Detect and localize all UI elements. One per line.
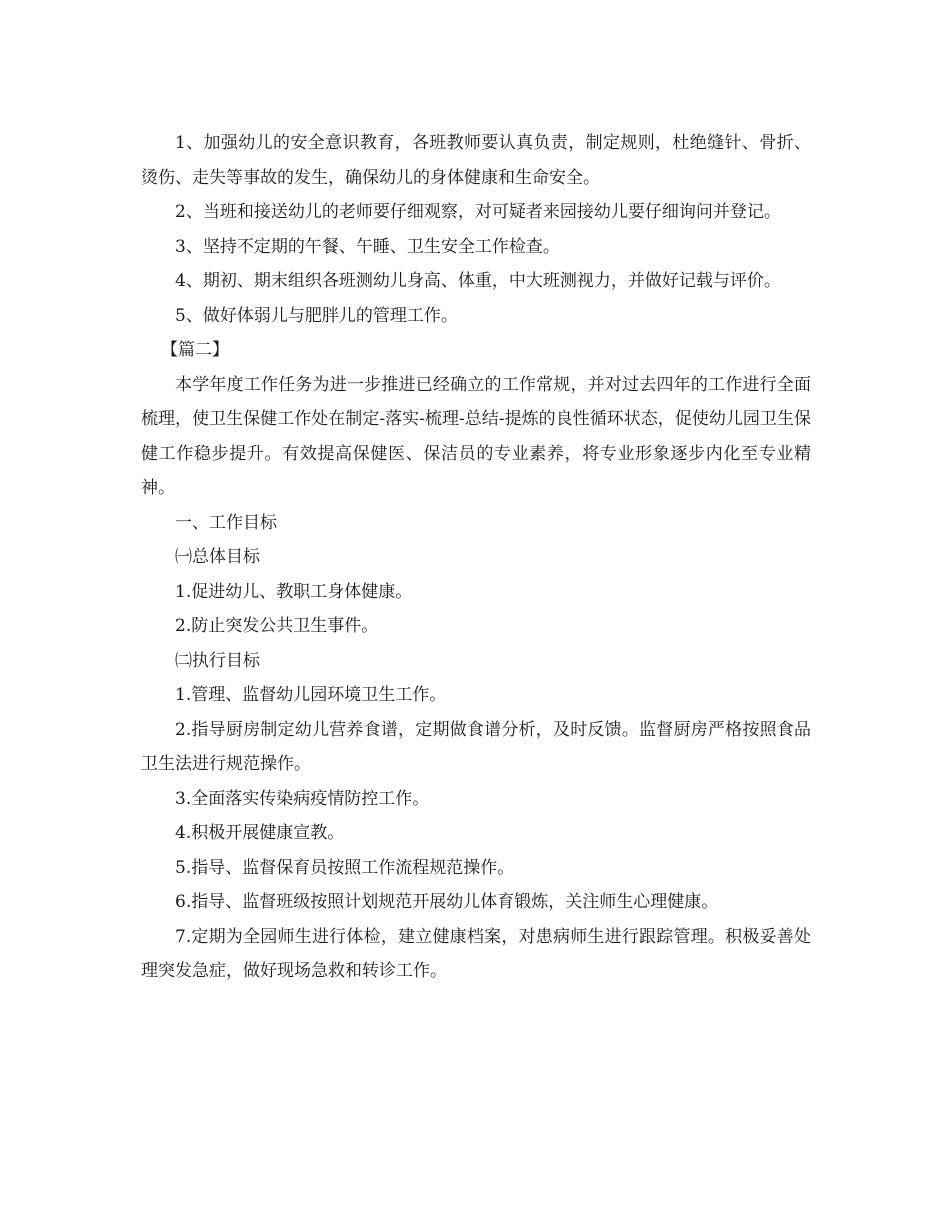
- heading-execution-goals: ㈡执行目标: [175, 650, 260, 671]
- heading-overall-goals: ㈠总体目标: [175, 547, 260, 567]
- overall-goal-item: 1.促进幼儿、教职工身体健康。: [175, 581, 413, 602]
- execution-goal-item: 6.指导、监督班级按照计划规范开展幼儿体育锻炼，关注师生心理健康。: [175, 892, 719, 912]
- document-body: [141, 126, 811, 989]
- execution-goal-item: 5.指导、监督保育员按照工作流程规范操作。: [175, 857, 515, 878]
- heading-work-goals: 一、工作目标: [175, 512, 277, 533]
- paragraph-weak-obese-management: 5、做好体弱儿与肥胖儿的管理工作。: [175, 305, 458, 326]
- paragraph-safety-education: 1、加强幼儿的安全意识教育，各班教师要认真负责，制定规则，杜绝缝针、骨折、烫伤、走失等事故的发生，确保幼儿的身体健康和生命安全。: [141, 133, 811, 188]
- paragraph-pickup-observation: 2、当班和接送幼儿的老师要仔细观察，对可疑者来园接幼儿要仔细询问并登记。: [175, 202, 781, 222]
- paragraph-measurement: 4、期初、期末组织各班测幼儿身高、体重，中大班测视力，并做好记载与评价。: [175, 271, 781, 291]
- execution-goal-item: 3.全面落实传染病疫情防控工作。: [175, 788, 430, 809]
- execution-goal-item: 4.积极开展健康宣教。: [175, 823, 345, 843]
- overall-goal-item: 2.防止突发公共卫生事件。: [175, 616, 379, 636]
- paragraph-inspection: 3、坚持不定期的午餐、午睡、卫生安全工作检查。: [175, 236, 560, 257]
- intro-paragraph: 本学年度工作任务为进一步推进已经确立的工作常规，并对过去四年的工作进行全面梳理，使卫生保健工作处在制定-落实-梳理-总结-提炼的良性循环状态，促使幼儿园卫生保健工作稳步提升。有效提高保健医、保洁员的专业素养，将专业形象逐步内化至专业精神。: [141, 374, 811, 498]
- section-title: 【篇二】: [161, 340, 229, 360]
- execution-goal-item: 7.定期为全园师生进行体检，建立健康档案，对患病师生进行跟踪管理。积极妥善处理突发急症，做好现场急救和转诊工作。: [141, 926, 811, 981]
- execution-goal-item: 2.指导厨房制定幼儿营养食谱，定期做食谱分析，及时反馈。监督厨房严格按照食品卫生法进行规范操作。: [141, 719, 811, 774]
- execution-goal-item: 1.管理、监督幼儿园环境卫生工作。: [175, 685, 447, 705]
